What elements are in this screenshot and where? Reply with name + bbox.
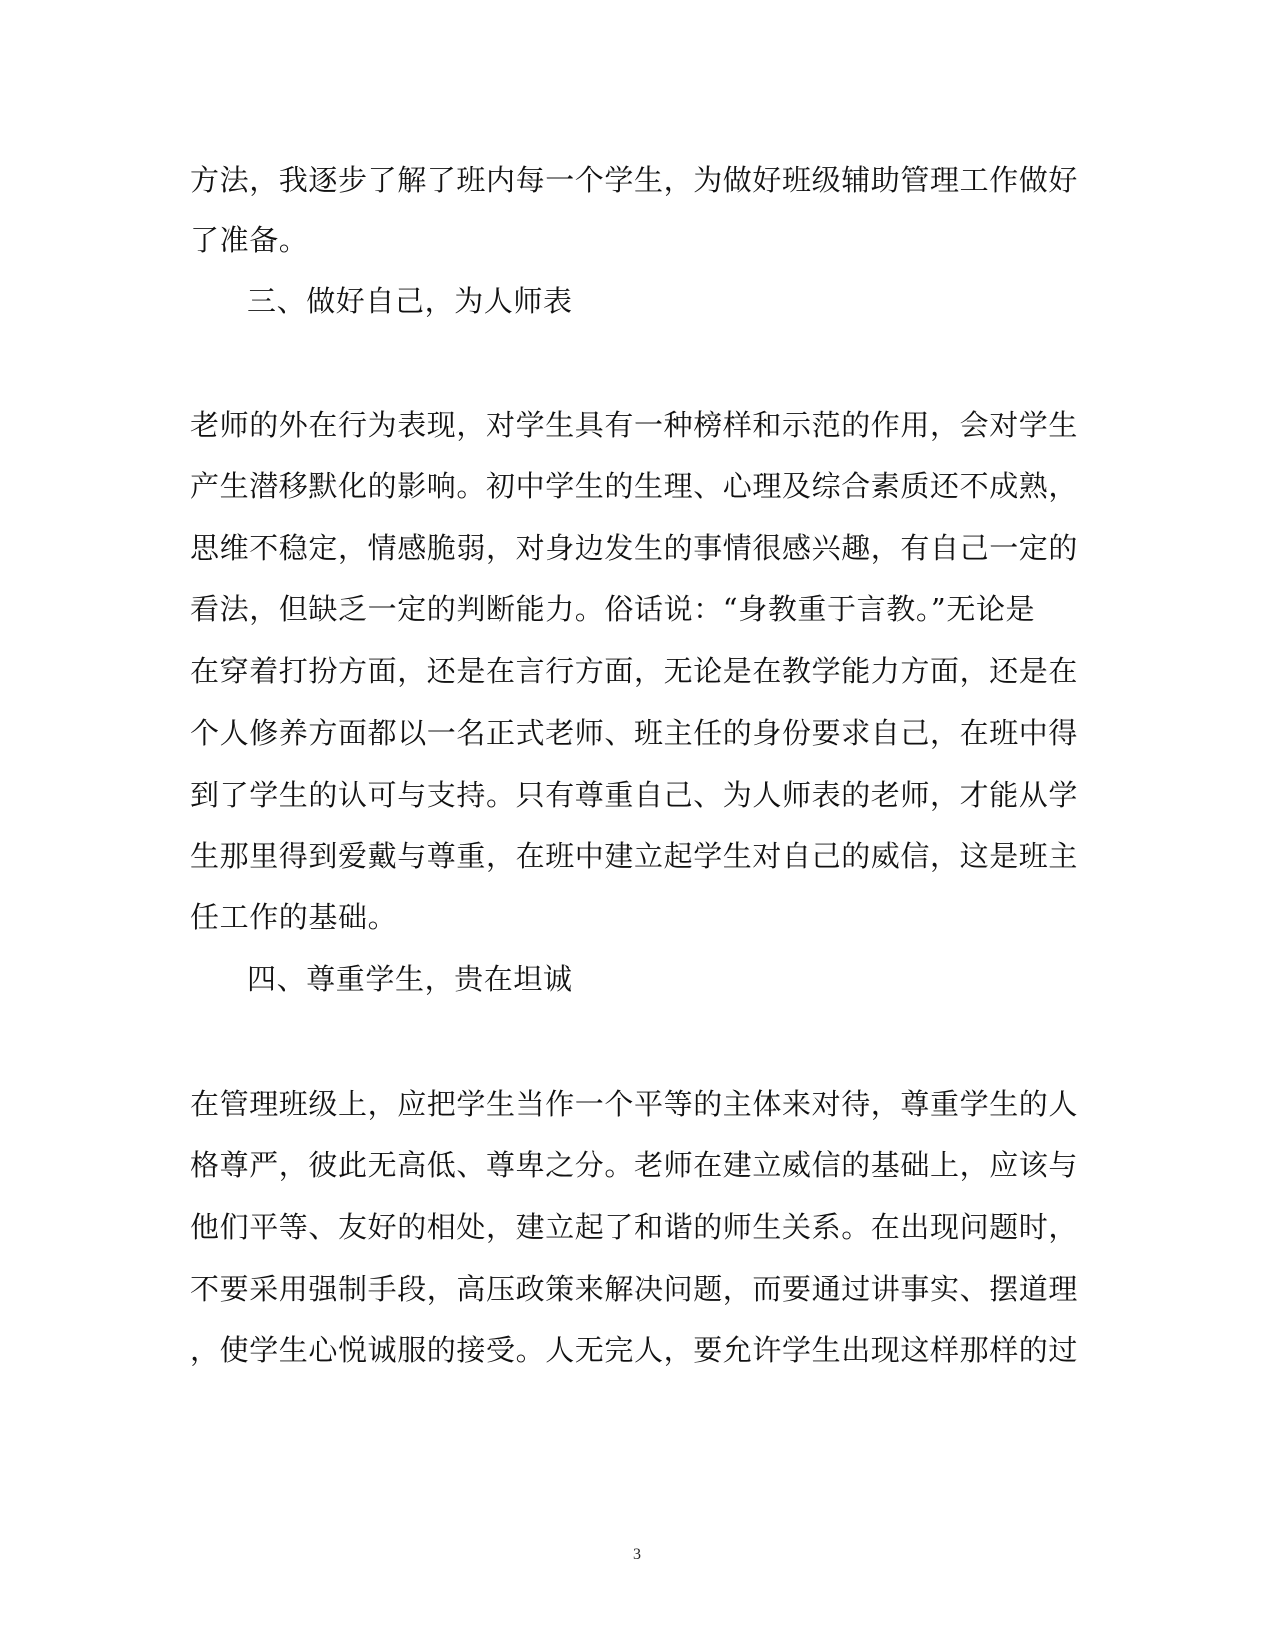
paragraph-line: 个人修养方面都以一名正式老师、班主任的身份要求自己，在班中得	[190, 716, 1079, 750]
paragraph-line: 任工作的基础。	[190, 900, 398, 934]
paragraph-line: 到了学生的认可与支持。只有尊重自己、为人师表的老师，才能从学	[190, 778, 1079, 812]
paragraph-line: 看法，但缺乏一定的判断能力。俗话说：“身教重于言教。”无论是	[190, 592, 1036, 626]
section-heading: 四、尊重学生，贵在坦诚	[247, 962, 573, 996]
paragraph-line: 在管理班级上，应把学生当作一个平等的主体来对待，尊重学生的人	[190, 1087, 1079, 1121]
paragraph-line: ，使学生心悦诚服的接受。人无完人，要允许学生出现这样那样的过	[190, 1333, 1079, 1367]
paragraph-line: 生那里得到爱戴与尊重，在班中建立起学生对自己的威信，这是班主	[190, 839, 1079, 873]
paragraph-line: 格尊严，彼此无高低、尊卑之分。老师在建立威信的基础上，应该与	[190, 1148, 1079, 1182]
paragraph-line: 他们平等、友好的相处，建立起了和谐的师生关系。在出现问题时，	[190, 1210, 1079, 1244]
paragraph-line: 老师的外在行为表现，对学生具有一种榜样和示范的作用，会对学生	[190, 408, 1079, 442]
paragraph-line: 思维不稳定，情感脆弱，对身边发生的事情很感兴趣，有自己一定的	[190, 531, 1079, 565]
paragraph-line: 方法，我逐步了解了班内每一个学生，为做好班级辅助管理工作做好	[190, 163, 1079, 197]
paragraph-line: 在穿着打扮方面，还是在言行方面，无论是在教学能力方面，还是在	[190, 654, 1079, 688]
page-number: 3	[633, 1546, 641, 1563]
paragraph-line: 不要采用强制手段，高压政策来解决问题，而要通过讲事实、摆道理	[190, 1272, 1079, 1306]
paragraph-line: 了准备。	[190, 223, 309, 257]
section-heading: 三、做好自己，为人师表	[247, 284, 573, 318]
paragraph-line: 产生潜移默化的影响。初中学生的生理、心理及综合素质还不成熟，	[190, 469, 1079, 503]
